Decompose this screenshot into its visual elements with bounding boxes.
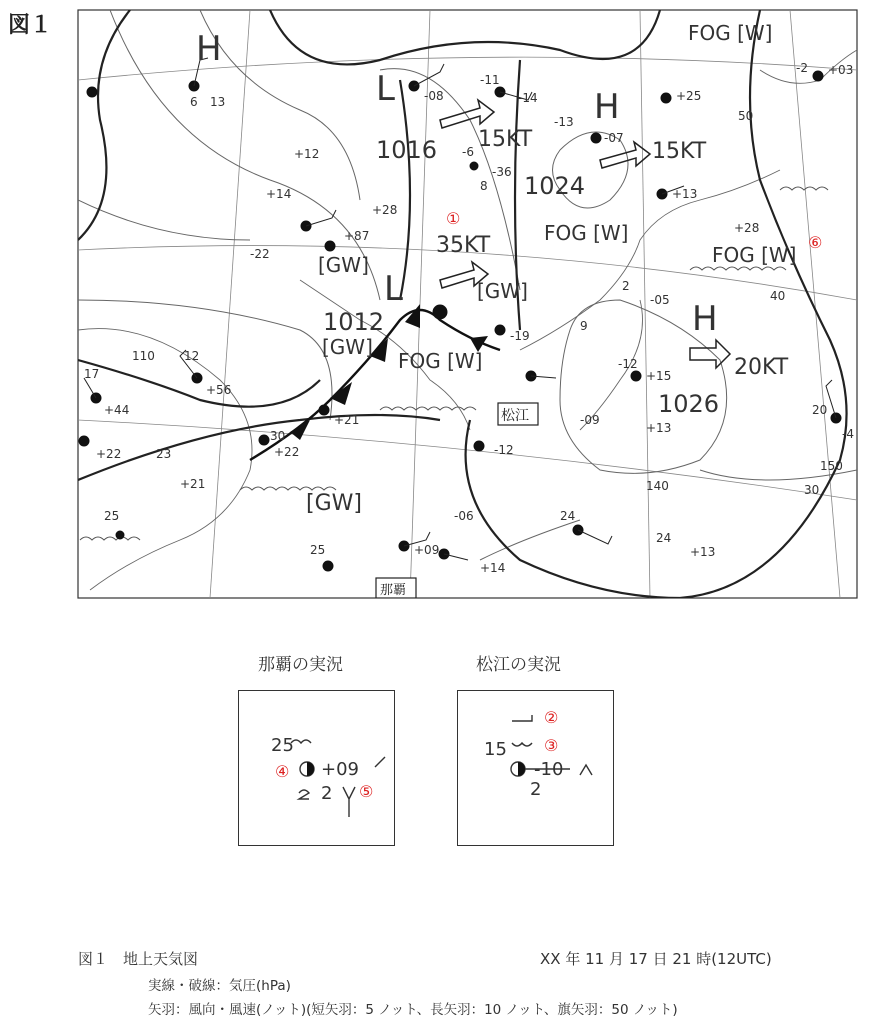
grid-label: 150 bbox=[820, 459, 843, 473]
weather-text: [GW] bbox=[322, 335, 373, 359]
pressure-label: 1026 bbox=[658, 390, 720, 418]
station-value: -6 bbox=[462, 145, 474, 159]
station-value: 6 bbox=[190, 95, 198, 109]
naha-barb bbox=[375, 757, 385, 767]
figure-label: 図１ bbox=[8, 13, 53, 38]
station-value: +13 bbox=[646, 421, 672, 435]
station-value: 25 bbox=[104, 509, 120, 523]
low-mark: L bbox=[384, 269, 403, 309]
marker-three: ③ bbox=[544, 736, 559, 755]
naha-label: 那覇 bbox=[380, 583, 407, 598]
speed-text: 35KT bbox=[436, 233, 491, 258]
matsue-dew: 2 bbox=[530, 779, 542, 800]
marker-four: ④ bbox=[275, 762, 290, 781]
station-value: +22 bbox=[96, 447, 122, 461]
matsue-cloud-lower bbox=[512, 743, 532, 746]
weather-text: FOG [W] bbox=[712, 243, 797, 267]
station-value: -36 bbox=[492, 165, 512, 179]
station-value: -14 bbox=[518, 91, 538, 105]
station-value: 23 bbox=[156, 447, 172, 461]
station-value: -22 bbox=[250, 247, 270, 261]
grid-label: 30 bbox=[804, 483, 820, 497]
station-value: 9 bbox=[580, 319, 588, 333]
station-value: -05 bbox=[650, 293, 670, 307]
weather-text: [GW] bbox=[318, 253, 369, 277]
weather-text: [GW] bbox=[477, 279, 528, 303]
speed-text: 15KT bbox=[478, 127, 533, 152]
station-value: +87 bbox=[344, 229, 370, 243]
caption-line1: 実線・破線：気圧(hPa) bbox=[148, 978, 291, 994]
grid-label: 110 bbox=[132, 349, 155, 363]
naha-station-plot bbox=[239, 691, 394, 845]
station-value: 2 bbox=[622, 279, 630, 293]
matsue-obs-title: 松江の実況 bbox=[476, 655, 561, 675]
marker-two: ② bbox=[544, 708, 559, 727]
station-value: +03 bbox=[828, 63, 854, 77]
station-value: 17 bbox=[84, 367, 100, 381]
station-value: +25 bbox=[676, 89, 702, 103]
station-value: -09 bbox=[580, 413, 600, 427]
station-value: +13 bbox=[672, 187, 698, 201]
pressure-label: 1016 bbox=[376, 136, 438, 164]
station-value: +56 bbox=[206, 383, 232, 397]
marker-five: ⑤ bbox=[359, 782, 374, 801]
station-value: -19 bbox=[510, 329, 530, 343]
station-value: +14 bbox=[480, 561, 506, 575]
station-value: -2 bbox=[796, 61, 808, 75]
speed-text: 20KT bbox=[734, 355, 789, 380]
pressure-label: 1024 bbox=[524, 172, 586, 200]
matsue-obs-box bbox=[457, 690, 614, 846]
matsue-label: 松江 bbox=[501, 408, 529, 424]
station-value: -07 bbox=[604, 131, 624, 145]
caption-datetime: XX 年 11 月 17 日 21 時(12UTC) bbox=[540, 950, 772, 968]
matsue-cloud-fill bbox=[518, 762, 525, 776]
weather-text: FOG [W] bbox=[398, 349, 483, 373]
naha-pressure-trend: +09 bbox=[321, 759, 359, 780]
marker-six: ⑥ bbox=[808, 233, 823, 252]
station-value: 24 bbox=[656, 531, 672, 545]
station-value: 8 bbox=[480, 179, 488, 193]
high-mark: H bbox=[196, 29, 222, 69]
station-value: +21 bbox=[180, 477, 206, 491]
speed-text: 15KT bbox=[652, 139, 707, 164]
matsue-barb bbox=[580, 765, 592, 775]
matsue-temp: 15 bbox=[484, 739, 507, 760]
station-value: 20 bbox=[812, 403, 828, 417]
station-value: -12 bbox=[494, 443, 514, 457]
station-value: +28 bbox=[372, 203, 398, 217]
station-value: +09 bbox=[414, 543, 440, 557]
station-value: -08 bbox=[424, 89, 444, 103]
station-value: +15 bbox=[646, 369, 672, 383]
station-value: +21 bbox=[334, 413, 360, 427]
grid-label: 50 bbox=[738, 109, 754, 123]
grid-label: 40 bbox=[770, 289, 786, 303]
matsue-station-plot bbox=[458, 691, 613, 845]
station-value: -12 bbox=[618, 357, 638, 371]
station-value: 13 bbox=[210, 95, 226, 109]
naha-obs-box bbox=[238, 690, 395, 846]
weather-text: FOG [W] bbox=[688, 21, 773, 45]
station-value: 12 bbox=[184, 349, 200, 363]
station-value: -4 bbox=[842, 427, 854, 441]
station-value: +12 bbox=[294, 147, 320, 161]
station-value: 24 bbox=[560, 509, 576, 523]
pressure-label: 1012 bbox=[323, 308, 385, 336]
station-value: +28 bbox=[734, 221, 760, 235]
marker-one: ① bbox=[446, 209, 461, 228]
grid-label: 140 bbox=[646, 479, 669, 493]
caption-line2: 矢羽：風向・風速(ノット)(短矢羽：5 ノット、長矢羽：10 ノット、旗矢羽：50 ノット) bbox=[148, 1002, 678, 1018]
station-value: -11 bbox=[480, 73, 500, 87]
naha-cloud-symbol bbox=[291, 740, 311, 743]
station-value: -06 bbox=[454, 509, 474, 523]
naha-dew: 2 bbox=[321, 783, 333, 804]
naha-cloud-fill bbox=[307, 762, 314, 776]
station-value: 30 bbox=[270, 429, 286, 443]
station-value: +13 bbox=[690, 545, 716, 559]
naha-weather-symbol bbox=[299, 790, 309, 799]
high-mark: H bbox=[692, 299, 718, 339]
matsue-pressure-trend: -10 bbox=[534, 759, 564, 780]
weather-text: FOG [W] bbox=[544, 221, 629, 245]
naha-trend-symbol bbox=[343, 787, 355, 817]
naha-temp: 25 bbox=[271, 735, 294, 756]
station-value: +44 bbox=[104, 403, 130, 417]
station-value: +22 bbox=[274, 445, 300, 459]
weather-text: [GW] bbox=[306, 491, 362, 516]
station-value: +14 bbox=[266, 187, 292, 201]
caption-title: 図１ 地上天気図 bbox=[78, 950, 199, 968]
station-value: 25 bbox=[310, 543, 326, 557]
naha-obs-title: 那覇の実況 bbox=[258, 655, 343, 675]
matsue-cloud-upper bbox=[512, 715, 532, 721]
high-mark: H bbox=[594, 87, 620, 127]
station-value: -13 bbox=[554, 115, 574, 129]
low-mark: L bbox=[376, 69, 395, 109]
